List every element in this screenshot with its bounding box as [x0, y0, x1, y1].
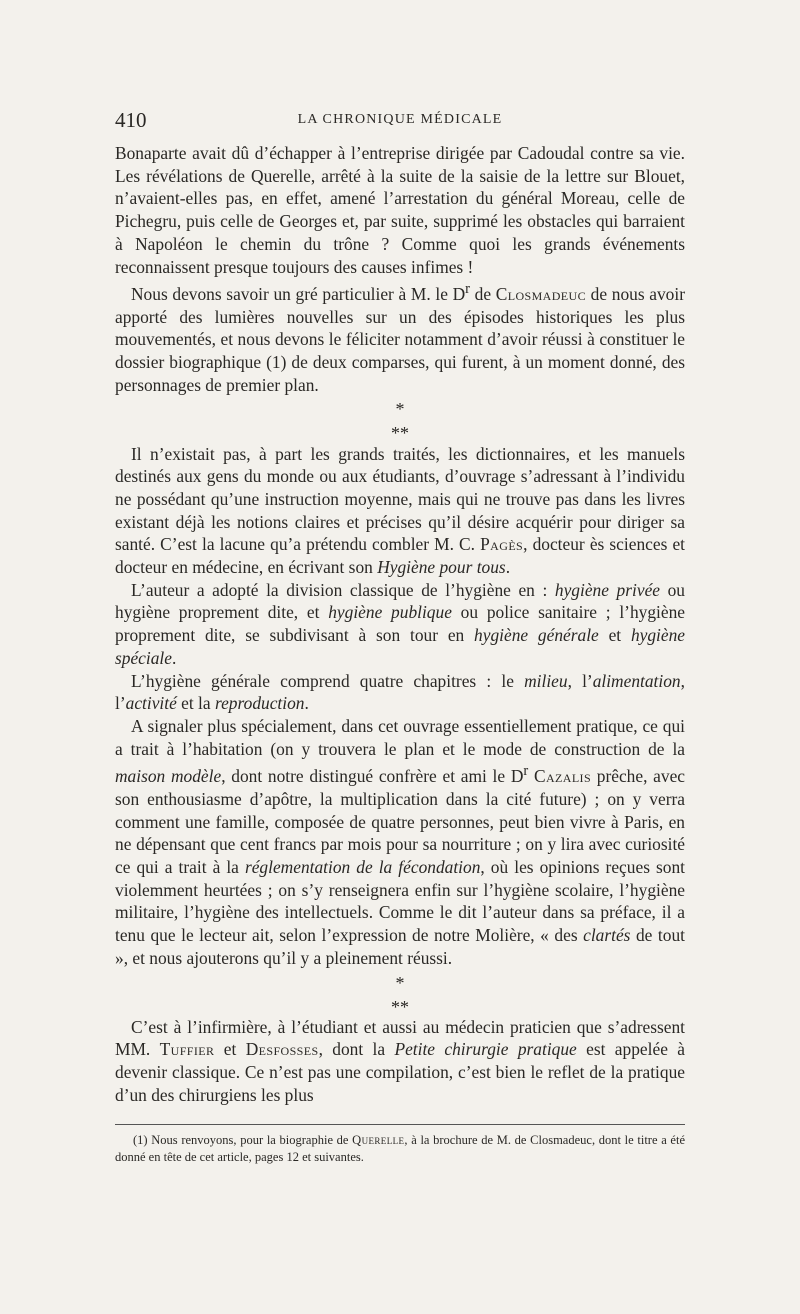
author-name: Pagès	[480, 534, 524, 555]
page-number: 410	[115, 108, 147, 132]
page-header	[115, 108, 685, 132]
running-title: LA CHRONIQUE MÉDICALE	[297, 112, 503, 127]
author-name: Cazalis	[533, 766, 592, 787]
author-name: Closmadeuc	[495, 284, 587, 305]
author-name: Querelle	[352, 1133, 405, 1147]
paragraph: Nous devons savoir un gré particulier à M. le $D^r$ de Closmadeuc de nous avoir apporté des lumières nouvelles sur un des épisodes historiques les plus mouvementés, et nous devons le féliciter notamment d’avoir réussi à constituer le dossier biographique (1) de deux comparses, qui furent, à un moment donné, des personnages de premier plan.	[115, 281, 685, 395]
paragraph: L’hygiène générale comprend quatre chapitres : le milieu, l’alimentation, l’activité et la reproduction.	[115, 670, 685, 714]
book-title: Hygiène pour tous	[377, 557, 506, 578]
paragraph: A signaler plus spécialement, dans cet ouvrage essentiellement pratique, ce qui a trait à l’habitation (on y trouvera le plan et le mode de construction de la maison modèle, dont notre distingué confrère et ami le $D^r$ Cazalis prêche, avec son enthousiasme d’apôtre, la multiplication dans la cité future) ; on y verra comment une famille, composée de quatre personnes, peut bien vivre à Paris, en ne dépensant que cent francs par mois pour sa nourriture ; on y lira avec curiosité ce qui a trait à la réglementation de la fécondation, où les opinions reçues sont violemment heurtées ; on s’y renseignera enfin sur l’hygiène scolaire, l’hygiène militaire, l’hygiène des intellectuels. Comme le dit l’auteur dans sa préface, il a tenu que le lecteur ait, selon l’expression de notre Molière, « des clartés de tout », et nous ajouterons qu’il y a pleinement réussi.	[115, 715, 686, 968]
author-name: Desfosses	[245, 1039, 319, 1060]
paragraph: C’est à l’infirmière, à l’étudiant et aussi au médecin praticien que s’adressent MM. Tuffier et Desfosses, dont la Petite chirurgie pratique est appelée à devenir classique. Ce n’est pas une compilation, c’est bien le reflet de la pratique d’un des chirurgiens les plus	[115, 1016, 685, 1105]
book-title: Petite chirurgie pratique	[394, 1039, 577, 1060]
footnote-rule	[115, 1124, 685, 1125]
author-name: Tuffier	[159, 1039, 215, 1060]
paragraph: Il n’existait pas, à part les grands traités, les dictionnaires, et les manuels destinés aux gens du monde ou aux étudiants, d’ouvrage s’adressant à l’individu ne possédant qu’une instruction moyenne, mais qui ne trouve pas dans les livres existant déjà les notions claires et précises qu’il désire acquérir pour diriger sa santé. C’est la lacune qu’a prétendu combler M. C. Pagès, docteur ès sciences et docteur en médecine, en écrivant son Hygiène pour tous.	[115, 443, 685, 578]
paragraph: Bonaparte avait dû d’échapper à l’entreprise dirigée par Cadoudal contre sa vie. Les révélations de Querelle, arrêté à la suite de la saisie de la lettre sur Blouet, n’avaient-elles pas, en effet, amené l’arrestation du général Moreau, celle de Pichegru, puis celle de Georges et, par suite, supprimé les obstacles qui barraient à Napoléon le chemin du trône ? Comme quoi les grands événements reconnaissent presque toujours des causes infimes !	[115, 143, 685, 277]
body-text	[115, 142, 685, 1106]
section-separator: * **	[391, 399, 409, 443]
paragraph: L’auteur a adopté la division classique de l’hygiène en : hygiène privée ou hygiène proprement dite, et hygiène publique ou police sanitaire ; l’hygiène proprement dite, se subdivisant à son tour en hygiène générale et hygiène spéciale.	[115, 579, 686, 668]
footnote: (1) Nous renvoyons, pour la biographie de Querelle, à la brochure de M. de Closmadeuc, dont le titre a été donné en tête de cet article, pages 12 et suivantes.	[115, 1133, 685, 1164]
section-separator: * **	[391, 973, 409, 1017]
